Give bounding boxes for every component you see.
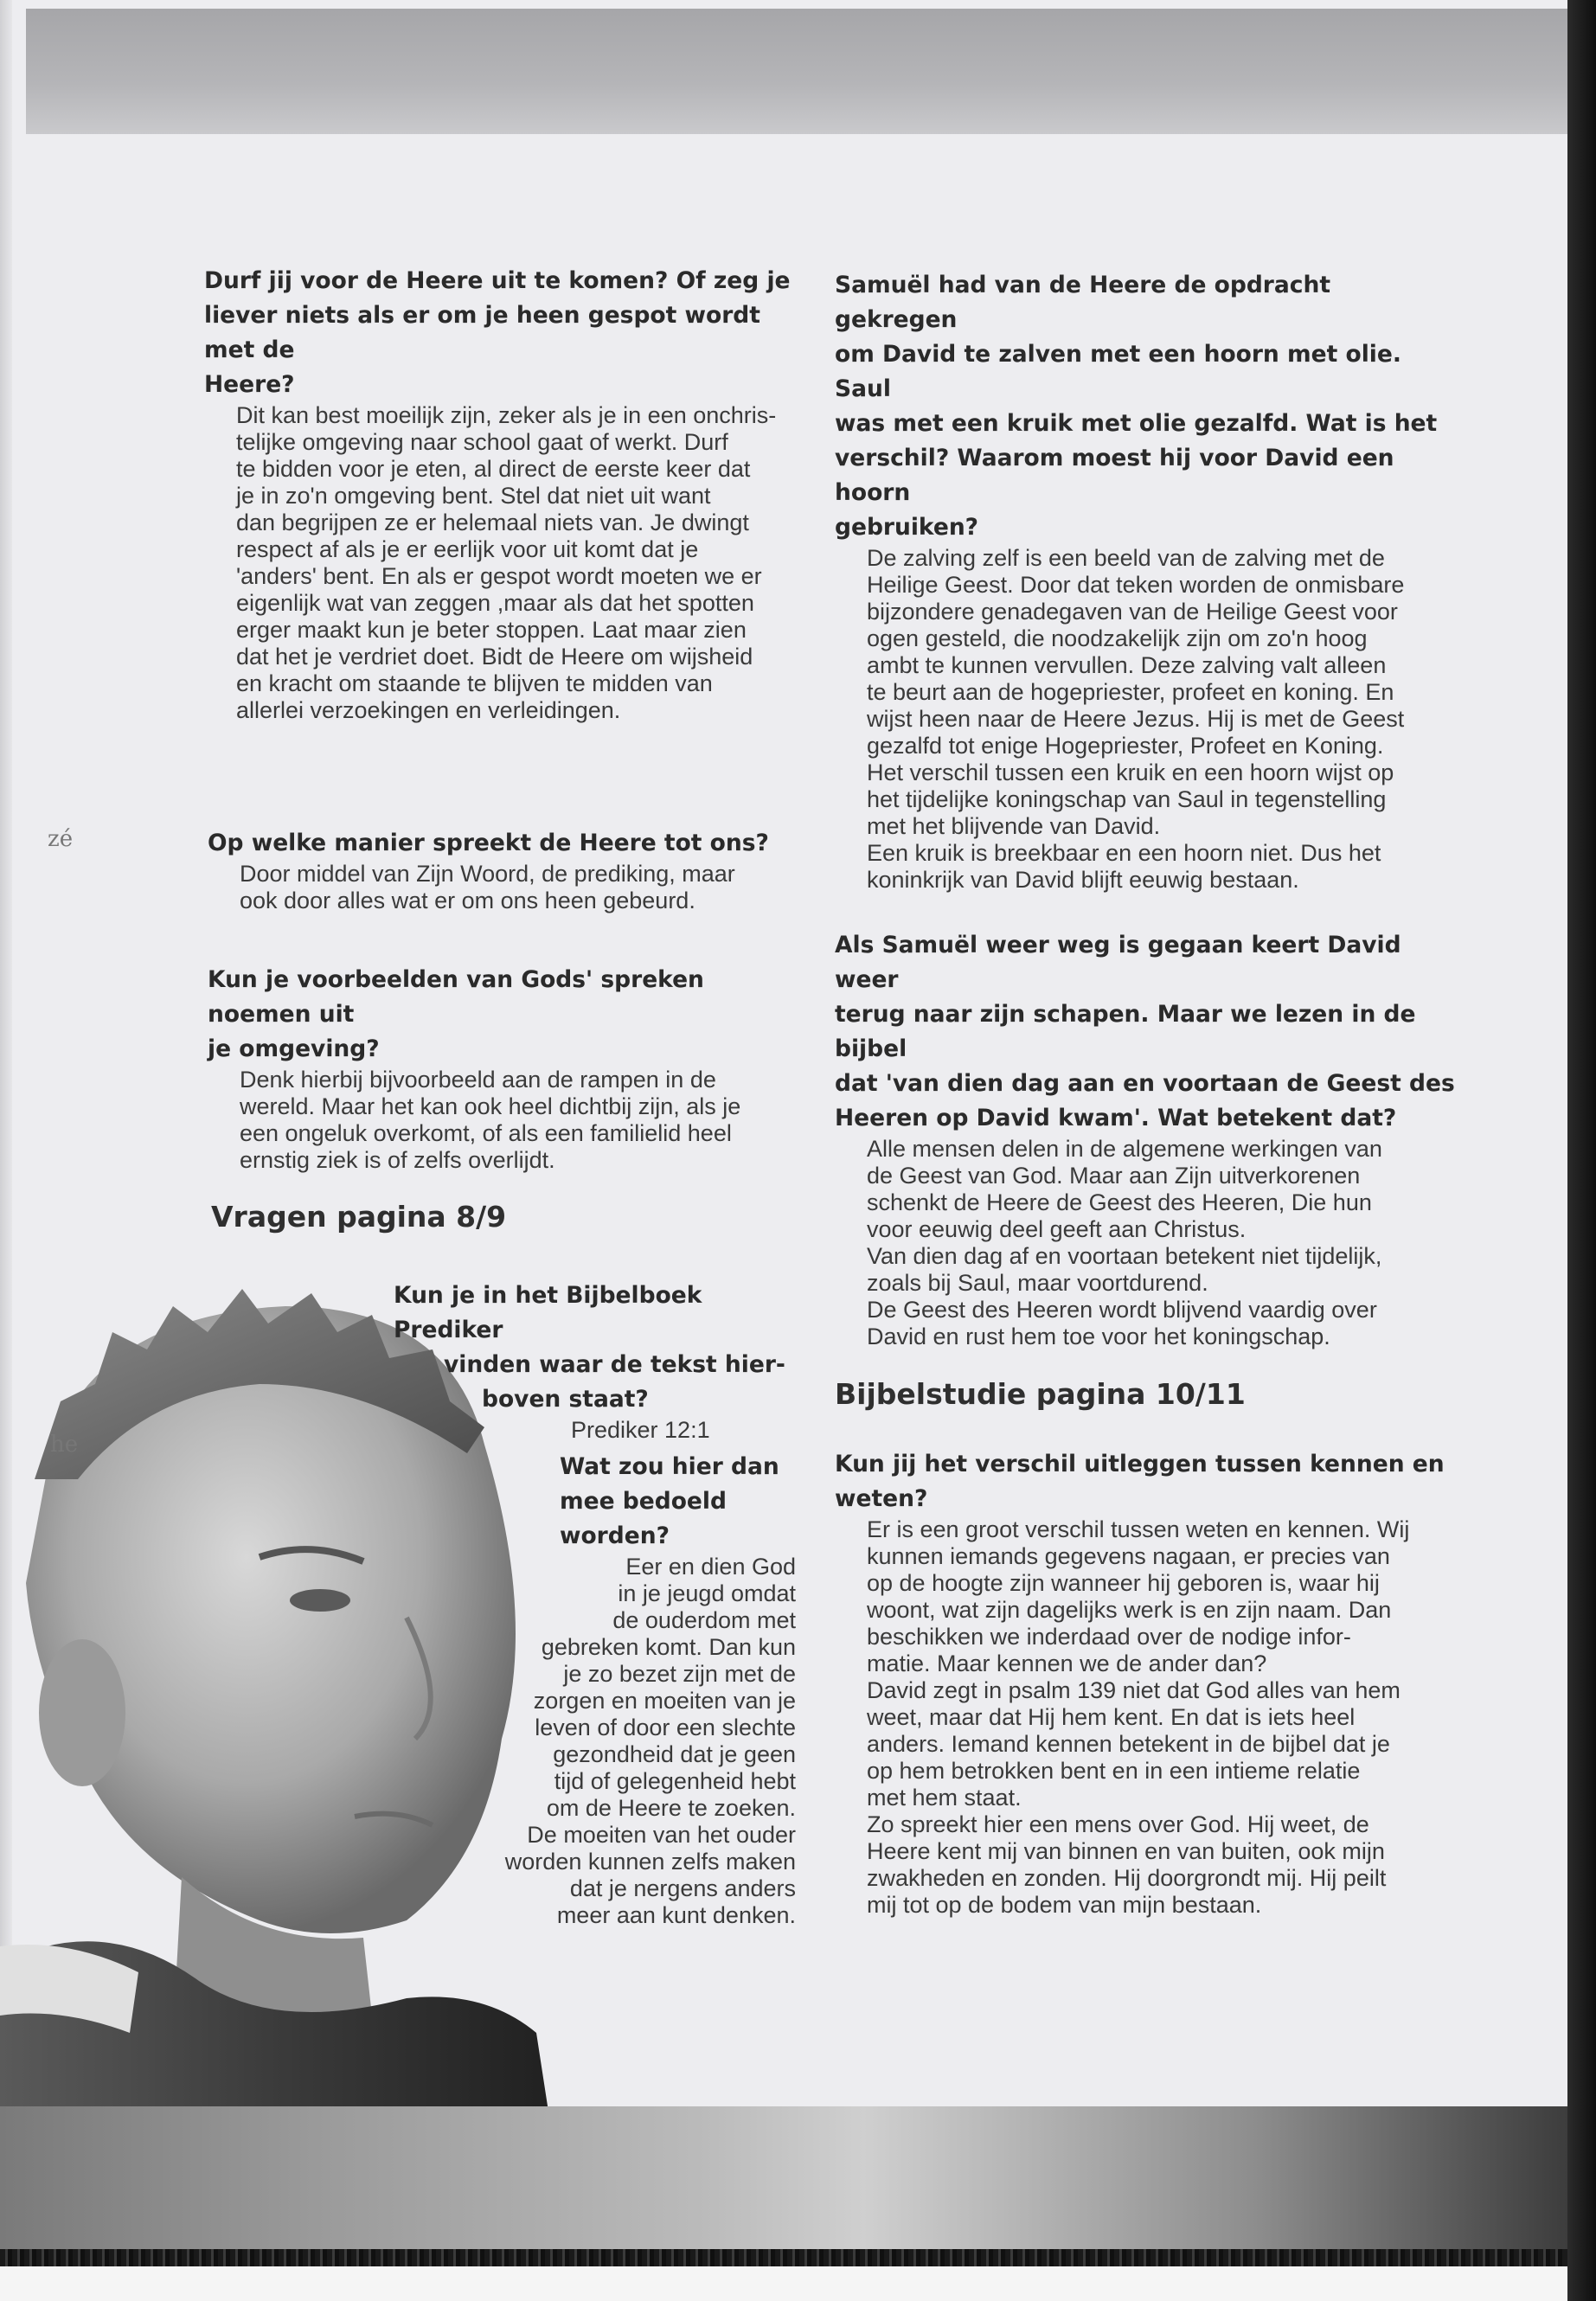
left-qa-5: [463, 1450, 809, 1929]
left-qa-4: [394, 1279, 800, 1444]
right-qa-2: [835, 928, 1458, 1350]
question-durf-jij: Durf jij voor de Heere uit te komen? Of zeg je liever niets als er om je heen gespot wordt met de Heere?: [204, 267, 791, 398]
question-samuel-zalven: Samuël had van de Heere de opdracht gekregen om David te zalven met een hoorn met olie. Saul was met een kruik met olie gezalfd. Wat is het verschil? Waarom moest hij voor David een hoorn gebruiken?: [835, 272, 1438, 541]
margin-mark-he: he: [50, 1432, 79, 1458]
answer-durf-jij: Dit kan best moeilijk zijn, zeker als je in een onchris- telijke omgeving naar school gaat of werkt. Durf te bidden voor je eten, al direct de eerste keer dat je in zo'n omgeving bent. Stel dat niet uit want dan begrijpen ze er helemaal niets van. Je dwingt respect af als je er eerlijk voor uit komt dat je 'anders' bent. En als er gespot wordt moeten we er eigenlijk wat van zeggen ,maar als dat het spotten erger maakt kun je beter stoppen. Laat maar zien dat het je verdriet doet. Bidt de Heere om wijsheid en kracht om staande te blijven te midden van allerlei verzoekingen en verleidingen.: [236, 402, 777, 723]
right-edge: [1567, 0, 1596, 2301]
left-qa-3: [208, 963, 813, 1174]
answer-kennen-weten: Er is een groot verschil tussen weten en kennen. Wij kunnen iemands gegevens nagaan, er precies van op de hoogte zijn wanneer hij geboren is, waar hij woont, wat zijn dagelijks werk is en zijn naam. Dan beschikken we inderdaad over de nodige infor- matie. Maar kennen we de ander dan? David zegt in psalm 139 niet dat God alles van hem weet, maar dat Hij hem kent. En dat is iets heel anders. Iemand kennen betekent in de bijbel dat je op hem betrokken bent en in een intieme relatie met hem staat. Zo spreekt hier een mens over God. Hij weet, de Heere kent mij van binnen en van buiten, ook mijn zwakheden en zonden. Hij doorgrondt mij. Hij peilt mij tot op de bodem van mijn bestaan.: [867, 1516, 1410, 1918]
right-qa-3: [835, 1447, 1458, 1919]
answer-samuel-zalven: De zalving zelf is een beeld van de zalving met de Heilige Geest. Door dat teken worden de onmisbare bijzondere genadegaven van de Heilige Geest voor ogen gesteld, die noodzakelijk zijn om zo'n hoog ambt te kunnen vervullen. Deze zalving valt alleen te beurt aan de hogepriester, profeet en koning. En wijst heen naar de Heere Jezus. Hij is met de Geest gezalfd tot enige Hogepriester, Profeet en Koning. Het verschil tussen een kruik en een hoorn wijst op het tijdelijke koningschap van Saul in tegenstelling met het blijvende van David. Een kruik is breekbaar en een hoorn niet. Dus het koninkrijk van David blijft eeuwig bestaan.: [867, 545, 1405, 893]
question-op-welke-manier: Op welke manier spreekt de Heere tot ons?: [208, 830, 769, 856]
answer-prediker: Prediker 12:1: [571, 1417, 710, 1443]
bottom-margin: [0, 2266, 1596, 2301]
answer-geest-des-heeren: Alle mensen delen in de algemene werkingen van de Geest van God. Maar aan Zijn uitverkorenen schenkt de Heere de Geest des Heeren, Die hun voor eeuwig deel geeft aan Christus. Van dien dag af en voortaan betekent niet tijdelijk, zoals bij Saul, maar voortdurend. De Geest des Heeren wordt blijvend vaardig over David en rust hem toe voor het koningschap.: [867, 1136, 1382, 1349]
question-prediker: Kun je in het Bijbelboek Prediker vinden waar de tekst hier- boven staat?: [394, 1282, 785, 1413]
heading-vragen: Vragen pagina 8/9: [211, 1200, 507, 1234]
left-qa-2: [208, 826, 813, 914]
question-wat-zou: Wat zou hier dan mee bedoeld worden?: [560, 1453, 779, 1549]
question-voorbeelden: Kun je voorbeelden van Gods' spreken noemen uit je omgeving?: [208, 966, 704, 1062]
answer-wat-zou: Eer en dien God in je jeugd omdat de ouderdom met gebreken komt. Dan kun je zo bezet zijn met de zorgen en moeiten van je leven of door een slechte gezondheid dat je geen tijd of gelegenheid hebt om de Heere te zoeken. De moeiten van het ouder worden kunnen zelfs maken dat je nergens anders meer aan kunt denken.: [504, 1554, 796, 1928]
question-kennen-weten: Kun jij het verschil uitleggen tussen kennen en weten?: [835, 1451, 1445, 1512]
heading-bijbelstudie: Bijbelstudie pagina 10/11: [835, 1377, 1246, 1411]
margin-mark-ze: zé: [48, 826, 74, 852]
top-band: [26, 9, 1570, 134]
right-qa-1: [835, 268, 1458, 894]
question-geest-des-heeren: Als Samuël weer weg is gegaan keert David weer terug naar zijn schapen. Maar we lezen in de bijbel dat 'van dien dag aan en voortaan de Geest des Heeren op David kwam'. Wat betekent dat?: [835, 932, 1455, 1131]
bottom-band: [0, 2106, 1570, 2262]
answer-voorbeelden: Denk hierbij bijvoorbeeld aan de rampen in de wereld. Maar het kan ook heel dichtbij zijn, als je een ongeluk overkomt, of als een familielid heel ernstig ziek is of zelfs overlijdt.: [240, 1067, 741, 1173]
left-qa-1: [204, 264, 810, 724]
answer-op-welke-manier: Door middel van Zijn Woord, de prediking, maar ook door alles wat er om ons heen gebeurd.: [240, 861, 735, 913]
bottom-strip: [0, 2249, 1570, 2266]
